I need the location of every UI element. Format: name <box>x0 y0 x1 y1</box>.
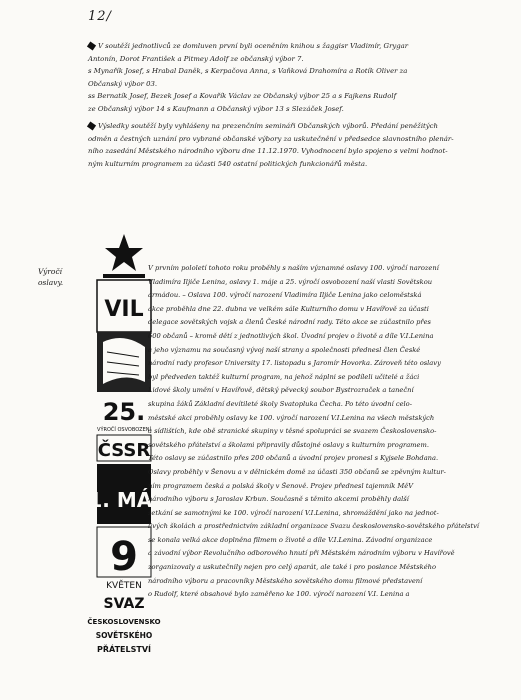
intro-paragraph-results <box>88 120 506 170</box>
bullet-icon <box>87 122 96 131</box>
page-number: 12/ <box>88 9 112 24</box>
poster-month-text: KVĚTEN <box>106 581 142 591</box>
margin-label-line: Výročí <box>38 267 63 276</box>
text-line: ss Bernatík Josef, Bezek Josef a Kovařík Václav ze Občanský výbor 25 a s Fajkens Rudolf <box>88 92 397 101</box>
poster-org-line-1: SVAZ <box>103 596 145 612</box>
text-line: ního zasedání Městského národního výboru dne 11.12.1970. Vyhodnocení bylo spojeno s velmi hodnot- <box>88 147 448 156</box>
bullet-icon <box>87 42 96 51</box>
body-text-line: livých školách a prostřednictvím základní organizace Svazu československo-sovětského přátelství <box>148 522 480 531</box>
poster-year-digit: 9 <box>110 534 138 580</box>
body-text-line: městské akci proběhly oslavy ke 100. výročí narození V.I.Lenina na všech městských <box>148 413 435 422</box>
text-line: Výsledky soutěží byly vyhlášeny na prezenčním semináři Občanských výborů. Předání peněžitých <box>88 120 506 133</box>
body-text-line: skupina žáků Základní devítileté školy Svatopluka Čecha. Po této úvodní celo- <box>148 399 412 408</box>
body-text-line: armádou. – Oslava 100. výročí narození Vladimíra Iljiče Lenina jako celoměstská <box>148 291 422 300</box>
poster-org-line-4: PŘÁTELSTVÍ <box>97 645 151 654</box>
body-text-line: a jeho významu na současný vývoj naší strany a společnosti přednesl člen České <box>148 345 421 354</box>
red-star-icon <box>105 234 143 271</box>
body-text-line: 600 občanů – kromě dětí z jednotlivých škol. Úvodní projev o životě a díle V.I.Lenina <box>148 331 434 340</box>
body-text-line: ním programem česká a polská školy v Šenově. Projev přednesl tajemník MěV <box>148 481 414 490</box>
body-text-line: setkání se samotnými ke 100. výročí narození V.I.Lenina, shromáždění jako na jednot- <box>148 508 439 517</box>
body-text-line: akce proběhla dne 22. dubna ve velkém sále Kulturního domu v Havířově za účasti <box>148 304 429 313</box>
body-text-line: byl předveden taktéž kulturní program, na jehož náplni se podíleli učitelé a žáci <box>148 372 420 381</box>
margin-label-line: oslavy. <box>38 278 64 287</box>
text-line: ným kulturním programem za účasti 540 ostatní politických funkcionářů města. <box>88 159 368 168</box>
body-text-line: Vladimíra Iljiče Lenina, oslavy 1. máje a 25. výročí osvobození naší vlasti Sovětskou <box>148 277 433 286</box>
poster-vil-text: VIL <box>104 297 144 322</box>
body-text-line: zorganizovaly a uskutečnily nejen pro celý aparát, ale také i pro poslance Městského <box>148 563 437 572</box>
intro-paragraph-competition <box>88 40 506 116</box>
text-line: ze Občanský výbor 14 s Kaufmann a Občanský výbor 13 s Slezáček Josef. <box>88 104 344 113</box>
text-line: odměn a čestných uznání pro vybrané občanské výbory za uskutečnění v předsedce slavnostního plenár- <box>88 134 454 143</box>
poster-anniversary-number: 25. <box>102 398 146 426</box>
body-text-line: Této oslavy se zúčastnilo přes 200 občanů a úvodní projev pronesl s Kyjsele Bohdana. <box>148 454 439 463</box>
body-text-line: a závodní výbor Revolučního odborového hnutí při Městském národním výboru v Havířově <box>148 549 455 558</box>
body-text-line: o Rudolf, které obsahové bylo zaměřeno ke 100. výročí narození V.I. Lenina a <box>148 590 410 599</box>
text-line: Občanský výbor 03. <box>88 79 158 88</box>
poster-liberation-word: VÝROČÍ OSVOBOZENÍ <box>97 427 151 433</box>
body-text-line: národní rady profesor University 17. listopadu s Jaromír Hovorka. Zároveň této oslavy <box>148 359 441 368</box>
text-line: s Mynařík Josef, s Hrabal Daněk, s Kerpačova Anna, s Vaňková Drahomíra a Rotík Oliver za <box>88 67 408 76</box>
body-text-line: a sídlištích, kde obě stranické skupiny v těsné spolupráci se svazem Československo- <box>148 427 437 436</box>
margin-label-anniversaries <box>38 266 63 288</box>
poster-org-line-2: ČESKOSLOVENSKO <box>87 618 161 626</box>
body-text-line: delegace sovětských vojsk a členů České národní rady. Této akce se zúčastnilo přes <box>148 318 431 327</box>
text-line: Antonín, Dorot František a Pitmey Adolf ze občanský výbor 7. <box>88 54 304 63</box>
body-text-line: sovětského přátelství a školami připravily důstojné oslavy s kulturním programem. <box>148 440 429 449</box>
body-text-line: národního výboru a pracovníky Městského sovětského domu filmové představení <box>148 576 423 585</box>
poster-country-text: ČSSR <box>97 440 151 461</box>
body-text-line: Oslavy proběhly v Šenovu a v dělnickém domě za účasti 350 občanů se zpěvným kultur- <box>148 467 446 476</box>
body-text-line: Lidové školy umění v Havířově, dětský pěvecký soubor Bystrozraček a taneční <box>148 386 414 395</box>
body-text-line: V prvním pololetí tohoto roku proběhly s naším významné oslavy 100. výročí narození <box>148 264 439 272</box>
poster-may-day-text: 1. MÁJ <box>88 488 160 512</box>
poster-org-line-3: SOVĚTSKÉHO <box>95 631 153 640</box>
body-text-line: se konala velká akce doplněna filmem o životě a díle V.I.Lenina. Závodní organizace <box>148 535 433 544</box>
body-text-line: národního výboru s Jaroslav Krbun. Současně s těmito akcemi proběhly další <box>148 495 409 504</box>
text-line: V soutěži jednotlivců ze domluven první byli oceněním knihou s žaggisr Vladimír, Grygar <box>88 40 506 53</box>
commemorative-poster <box>87 232 161 672</box>
main-body-text <box>148 262 510 602</box>
